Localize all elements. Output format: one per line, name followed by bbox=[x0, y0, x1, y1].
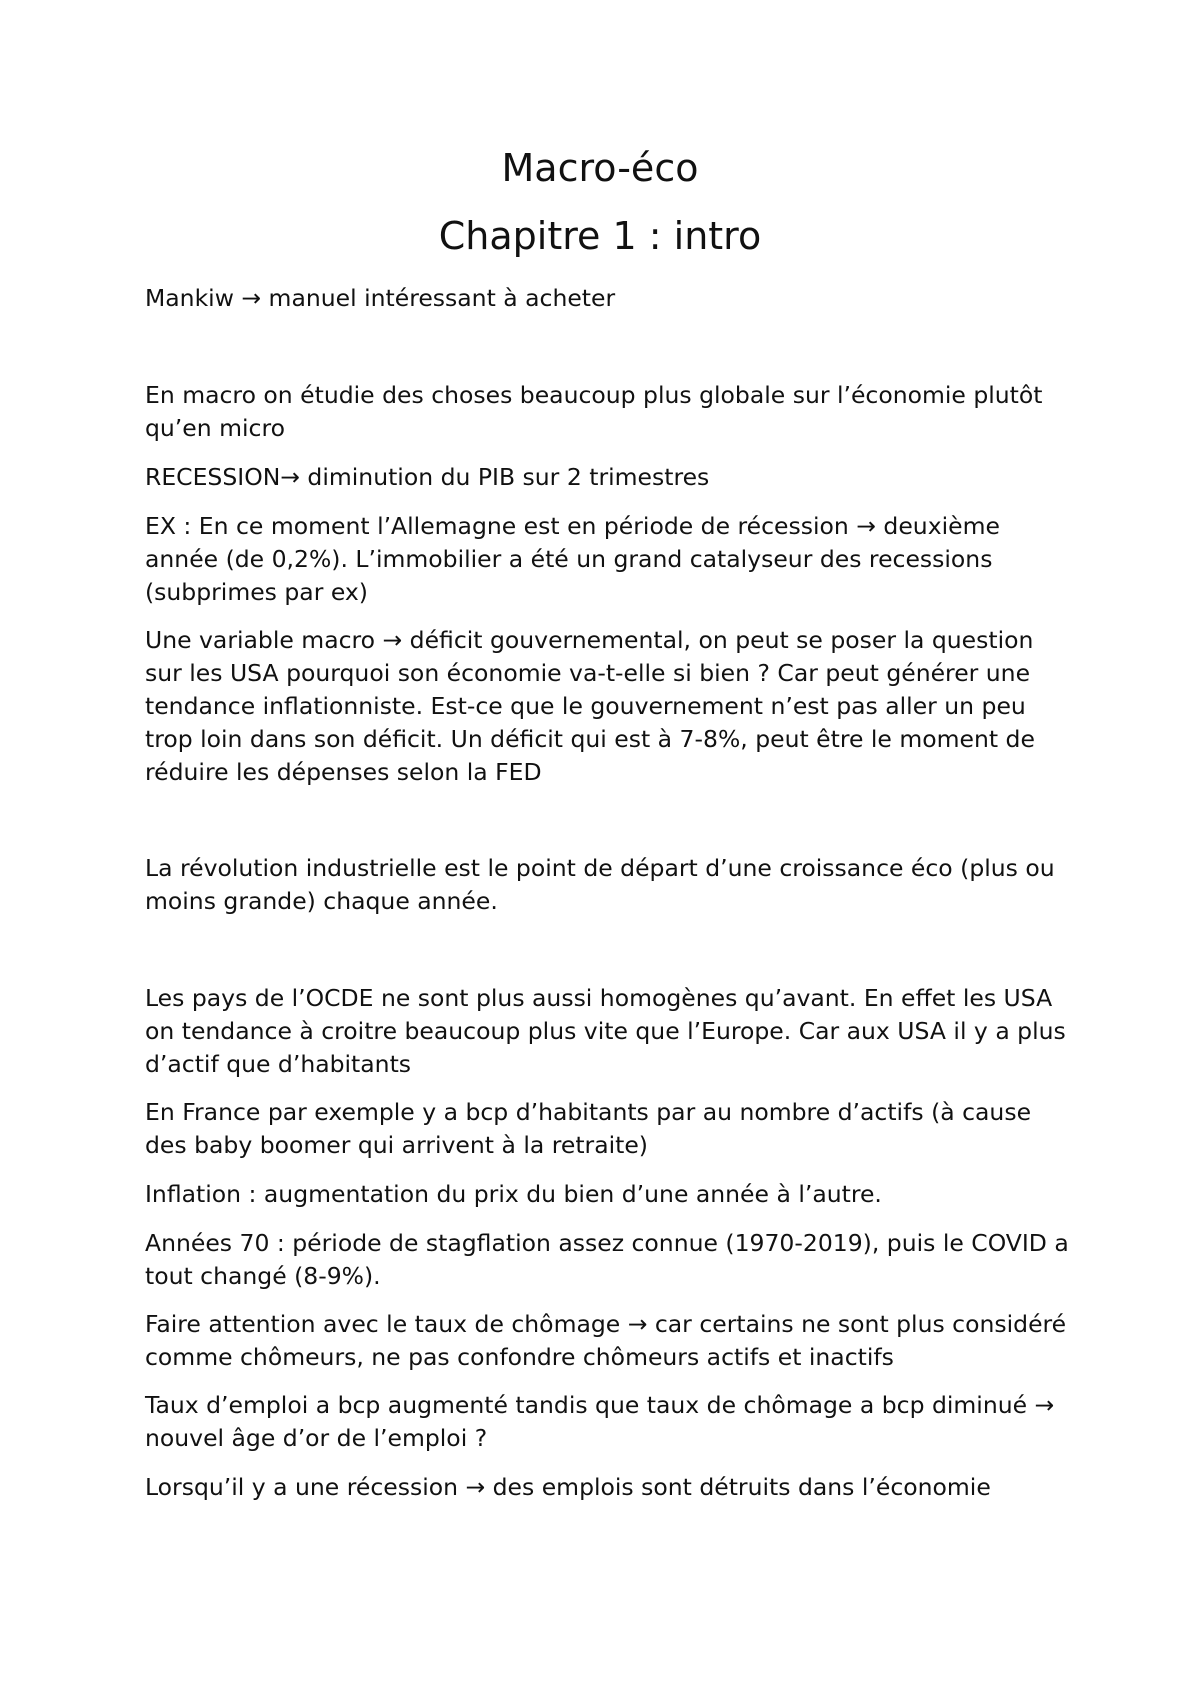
paragraph-germany-example: EX : En ce moment l’Allemagne est en période de récession → deuxième année (de 0,2%). L’immobilier a été un grand catalyseur des recessions (subprimes par ex) bbox=[145, 512, 1000, 606]
document-title: Macro-éco bbox=[501, 146, 699, 190]
paragraph-recession: RECESSION→ diminution du PIB sur 2 trimestres bbox=[145, 463, 710, 491]
chapter-title: Chapitre 1 : intro bbox=[438, 214, 762, 258]
paragraph-employment-rate: Taux d’emploi a bcp augmenté tandis que taux de chômage a bcp diminué → nouvel âge d’or de l’emploi ? bbox=[145, 1391, 1055, 1452]
paragraph-unemployment: Faire attention avec le taux de chômage → car certains ne sont plus considéré comme chômeurs, ne pas confondre chômeurs actifs et inactifs bbox=[145, 1310, 1067, 1371]
paragraph-inflation: Inflation : augmentation du prix du bien d’une année à l’autre. bbox=[145, 1180, 882, 1208]
paragraph-stagflation: Années 70 : période de stagflation assez connue (1970-2019), puis le COVID a tout changé (8-9%). bbox=[145, 1229, 1069, 1290]
paragraph-deficit: Une variable macro → déficit gouvernemental, on peut se poser la question sur les USA pourquoi son économie va-t-elle si bien ? Car peut générer une tendance inflationniste. Est-ce que le gouvernement n’est pas aller un peu trop loin dans son déficit. Un déficit qui est à 7-8%, peut être le moment de réduire les dépenses selon la FED bbox=[145, 626, 1035, 786]
paragraph-france: En France par exemple y a bcp d’habitants par au nombre d’actifs (à cause des baby boomer qui arrivent à la retraite) bbox=[145, 1098, 1032, 1159]
paragraph-macro-definition: En macro on étudie des choses beaucoup plus globale sur l’économie plutôt qu’en micro bbox=[145, 381, 1043, 442]
paragraph-mankiw: Mankiw → manuel intéressant à acheter bbox=[145, 284, 616, 312]
paragraph-recession-jobs: Lorsqu’il y a une récession → des emplois sont détruits dans l’économie bbox=[145, 1473, 991, 1501]
paragraph-industrial-revolution: La révolution industrielle est le point de départ d’une croissance éco (plus ou moins grande) chaque année. bbox=[145, 854, 1055, 915]
paragraph-ocde: Les pays de l’OCDE ne sont plus aussi homogènes qu’avant. En effet les USA on tendance à croitre beaucoup plus vite que l’Europe. Car aux USA il y a plus d’actif que d’habitants bbox=[145, 984, 1066, 1078]
